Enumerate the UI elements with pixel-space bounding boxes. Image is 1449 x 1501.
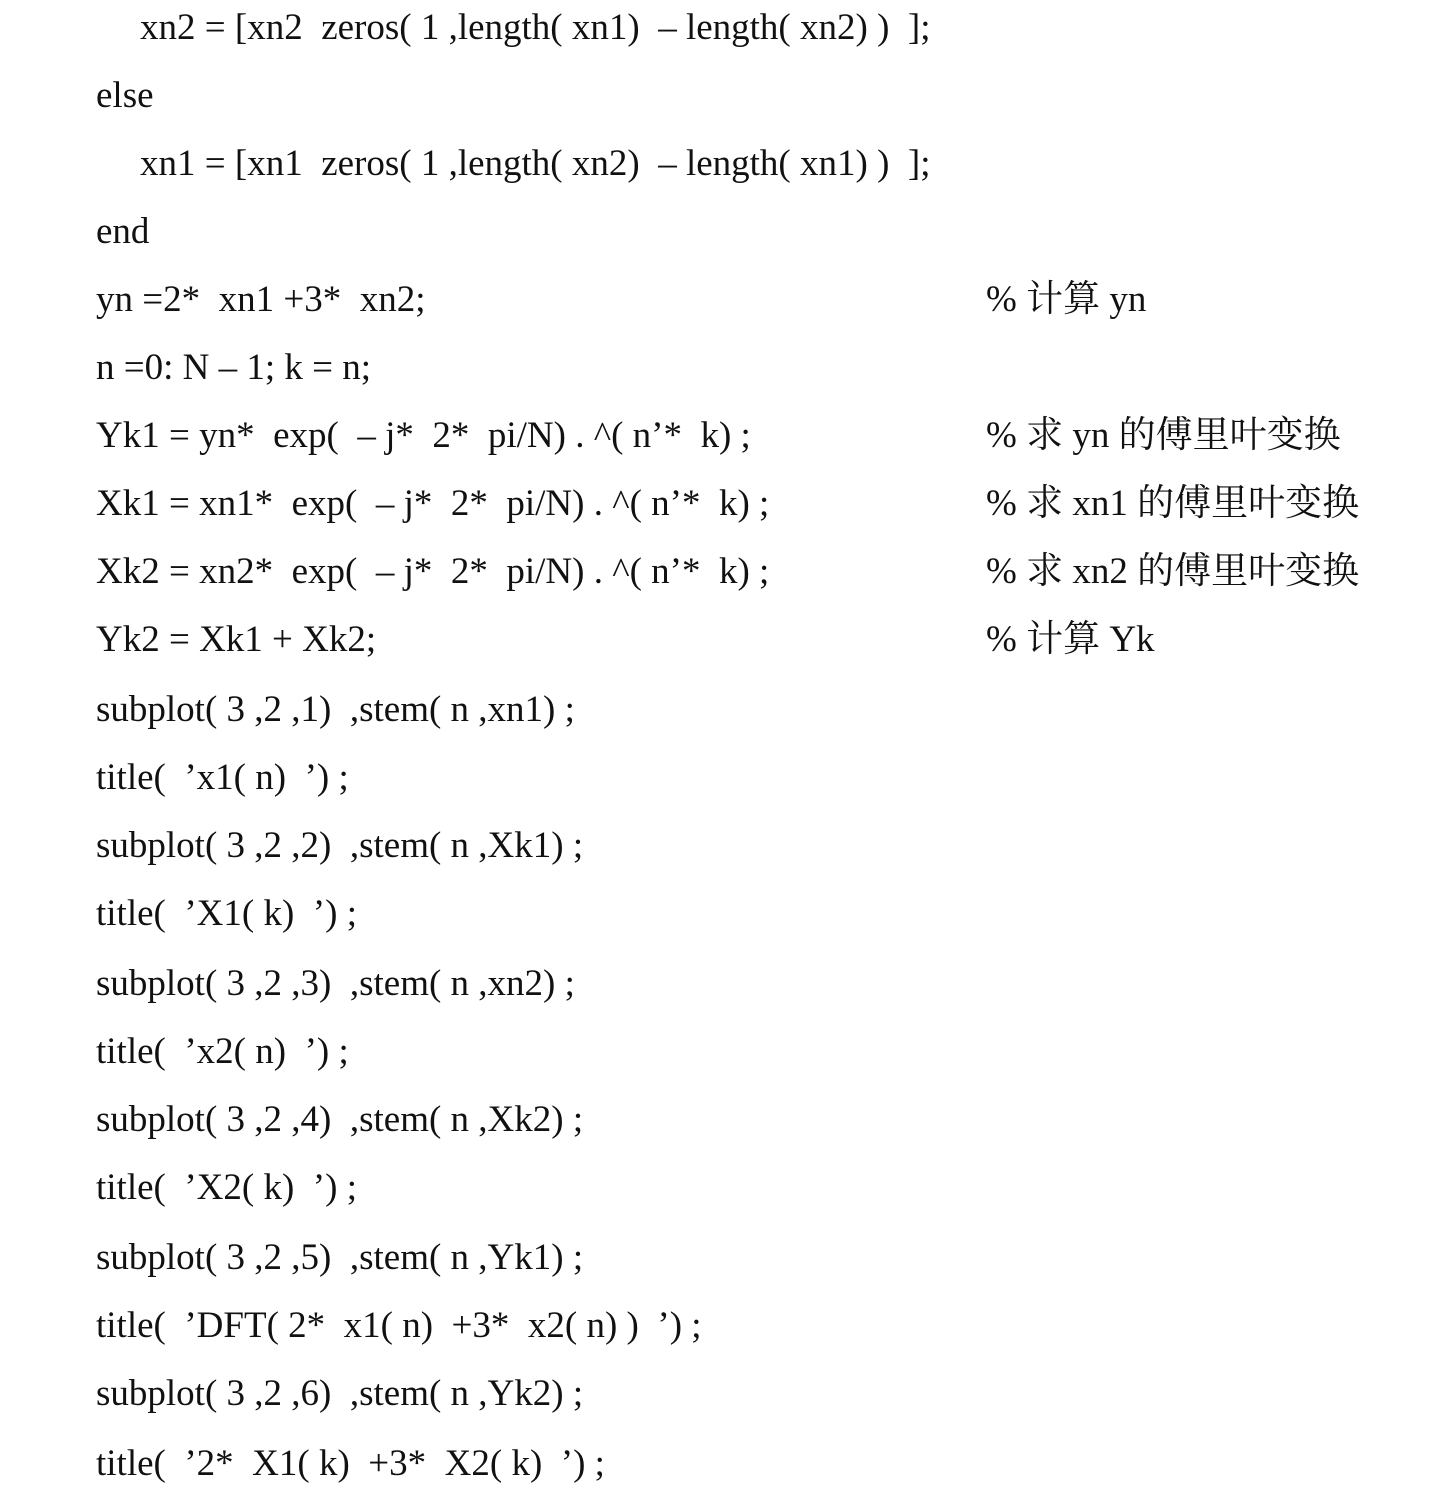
code-text: xn1 = [xn1 zeros( 1 ,length( xn2) – length( xn1) ) ]; [140,143,931,184]
code-text: subplot( 3 ,2 ,5) ,stem( n ,Yk1) ; [96,1237,584,1278]
code-text: title( ’x2( n) ’) ; [96,1031,349,1072]
code-comment: % 求 xn1 的傅里叶变换 [986,483,1360,524]
code-text: Yk1 = yn* exp( – j* 2* pi/N) . ^( n’* k) ; [96,415,751,456]
code-text: title( ’X2( k) ’) ; [96,1167,357,1208]
code-text: subplot( 3 ,2 ,4) ,stem( n ,Xk2) ; [96,1099,584,1140]
code-text: Xk1 = xn1* exp( – j* 2* pi/N) . ^( n’* k) ; [96,483,770,524]
code-comment: % 求 xn2 的傅里叶变换 [986,551,1360,592]
code-text: n =0: N – 1; k = n; [96,347,372,388]
code-text: Yk2 = Xk1 + Xk2; [96,619,377,660]
code-text: end [96,211,150,252]
code-text: subplot( 3 ,2 ,3) ,stem( n ,xn2) ; [96,963,575,1004]
code-text: Xk2 = xn2* exp( – j* 2* pi/N) . ^( n’* k) ; [96,551,770,592]
code-text: subplot( 3 ,2 ,6) ,stem( n ,Yk2) ; [96,1373,584,1414]
code-text: xn2 = [xn2 zeros( 1 ,length( xn1) – length( xn2) ) ]; [140,7,931,48]
code-text: yn =2* xn1 +3* xn2; [96,279,426,320]
code-text: subplot( 3 ,2 ,2) ,stem( n ,Xk1) ; [96,825,584,866]
code-text: else [96,75,154,116]
code-text: title( ’x1( n) ’) ; [96,757,349,798]
code-comment: % 计算 yn [986,279,1147,320]
code-comment: % 求 yn 的傅里叶变换 [986,415,1341,456]
code-text: title( ’2* X1( k) +3* X2( k) ’) ; [96,1443,605,1484]
code-text: subplot( 3 ,2 ,1) ,stem( n ,xn1) ; [96,689,575,730]
code-comment: % 计算 Yk [986,619,1155,660]
code-text: title( ’X1( k) ’) ; [96,893,357,934]
code-text: title( ’DFT( 2* x1( n) +3* x2( n) ) ’) ; [96,1305,702,1346]
